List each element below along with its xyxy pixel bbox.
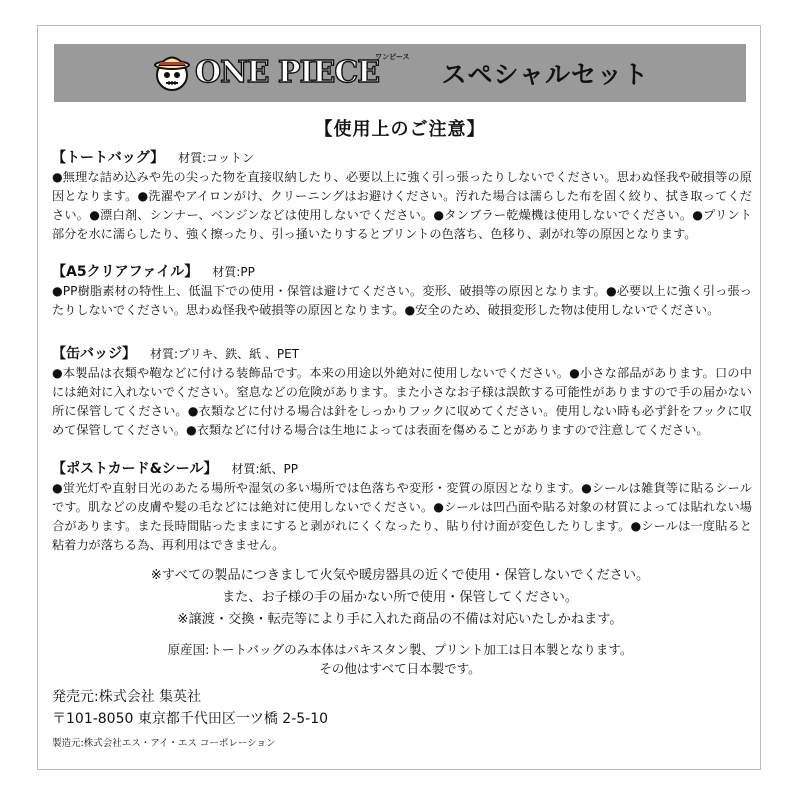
notice-title: 【使用上のご注意】	[314, 119, 486, 140]
header-band	[54, 44, 746, 102]
section-material: 材質:紙、PP	[231, 462, 299, 476]
section-tote-bag	[52, 148, 752, 244]
country-of-origin	[0, 640, 800, 678]
section-name: 【A5クリアファイル】	[52, 264, 199, 280]
closing-line: また、お子様の手の届かない所で使用・保管してください。	[221, 590, 579, 605]
header-title: スペシャルセット	[441, 60, 649, 89]
publisher-name: 発売元:株式会社 集英社	[52, 689, 202, 705]
manufacturer-info: 製造元:株式会社エス・アイ・エス コーポレーション	[52, 738, 276, 749]
section-material: 材質:ブリキ、鉄、紙 、PET	[150, 347, 300, 361]
section-material: 材質:PP	[212, 265, 255, 279]
section-body: ●PP樹脂素材の特性上、低温下での使用・保管は避けてください。変形、破損等の原因となります。●必要以上に強く引っ張ったりしないでください。思わぬ怪我や破損等の原因となります。●安全のため、破損変形した物は使用しないでください。	[52, 284, 752, 317]
section-postcard-sticker	[52, 459, 752, 555]
section-name: 【ポストカード&シール】	[52, 461, 218, 477]
section-a5-clear-file	[52, 262, 752, 320]
closing-notes	[0, 565, 800, 631]
origin-line: その他はすべて日本製です。	[319, 661, 481, 676]
origin-line: 原産国:トートバッグのみ本体はパキスタン製、プリント加工は日本製となります。	[167, 642, 633, 657]
closing-line: ※すべての製品につきまして火気や暖房器具の近くで使用・保管しないでください。	[150, 568, 650, 583]
one-piece-logo	[151, 48, 409, 98]
section-material: 材質:コットン	[178, 151, 254, 165]
section-can-badge	[52, 344, 752, 440]
section-body: ●蛍光灯や直射日光のあたる場所や湿気の多い場所では色落ちや変形・変質の原因となります。●シールは雑貨等に貼るシールです。肌などの皮膚や髪の毛などには絶対に使用しないでください。●シールは凹凸面や貼る対象の材質によっては貼れない場合があります。また長時間貼ったままにすると剥がれにくくなったり、貼り付け面が変色したりします。●シールは一度貼ると粘着力が落ちる為、再利用はできません。	[52, 481, 752, 552]
publisher-info	[52, 686, 328, 730]
section-name: 【トートバッグ】	[52, 150, 165, 166]
jolly-roger-icon	[151, 52, 193, 94]
section-body: ●本製品は衣類や鞄などに付ける装飾品です。本来の用途以外絶対に使用しないでください。●小さな部品があります。口の中には絶対に入れないでください。窒息などの危険があります。また小さなお子様は誤飲する可能性がありますので手の届かない所に保管してください。●衣類などに付ける場合は針をしっかりフックに収めてください。使用しない時も必ず針をフックに収めて保管してください。●衣類などに付ける場合は生地によっては表面を傷めることがありますので注意してください。	[52, 366, 752, 437]
section-name: 【缶バッジ】	[52, 346, 136, 362]
closing-line: ※譲渡・交換・転売等により手に入れた商品の不備は対応いたしかねます。	[177, 612, 623, 627]
publisher-address: 〒101-8050 東京都千代田区一ツ橋 2-5-10	[52, 711, 329, 727]
logo-wordmark: ONE PIECE	[195, 55, 380, 90]
logo-katakana: ワンピース	[375, 53, 410, 61]
section-body: ●無理な詰め込みや先の尖った物を直接収納したり、必要以上に強く引っ張ったりしないでください。思わぬ怪我や破損等の原因となります。●洗濯やアイロンがけ、クリーニングはお避けください。汚れた場合は濡らした布を固く絞り、拭き取ってください。●漂白剤、シンナー、ベンジンなどは使用しないでください。●タンブラー乾燥機は使用しないでください。●プリント部分を水に濡らしたり、強く擦ったり、引っ掻いたりするとプリントの色落ち、色移り、剥がれ等の原因となります。	[52, 170, 752, 241]
